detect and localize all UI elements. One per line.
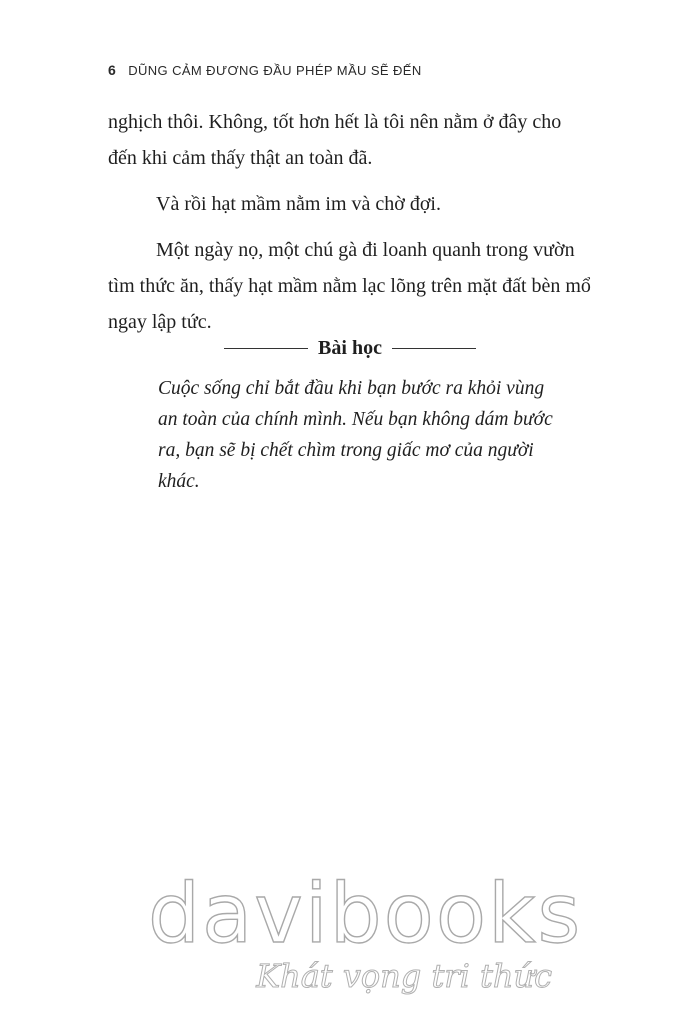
watermark-slogan: Khát vọng tri thức bbox=[256, 957, 552, 995]
lesson-text: Cuộc sống chỉ bắt đầu khi bạn bước ra khỏi vùng an toàn của chính mình. Nếu bạn không dám bước ra, bạn sẽ bị chết chìm trong giấc mơ của người khác. bbox=[158, 378, 553, 492]
lesson-title: Bài học bbox=[318, 337, 382, 359]
paragraph: Và rồi hạt mầm nằm im và chờ đợi. bbox=[156, 193, 441, 215]
running-header bbox=[108, 62, 422, 78]
page-number: 6 bbox=[108, 62, 117, 78]
paragraph: Một ngày nọ, một chú gà đi loanh quanh trong vườn tìm thức ăn, thấy hạt mầm nằm lạc lõng trên mặt đất bèn mổ ngay lập tức. bbox=[108, 239, 591, 333]
lesson-heading bbox=[108, 337, 592, 360]
body-text bbox=[108, 104, 592, 350]
watermark bbox=[148, 867, 583, 995]
paragraph: nghịch thôi. Không, tốt hơn hết là tôi nên nằm ở đây cho đến khi cảm thấy thật an toàn đã. bbox=[108, 111, 562, 169]
book-title: DŨNG CẢM ĐƯƠNG ĐẦU PHÉP MẦU SẼ ĐẾN bbox=[128, 63, 422, 78]
heading-rule-right bbox=[392, 348, 476, 349]
heading-rule-left bbox=[224, 348, 308, 349]
watermark-brand: davibooks bbox=[148, 867, 583, 962]
